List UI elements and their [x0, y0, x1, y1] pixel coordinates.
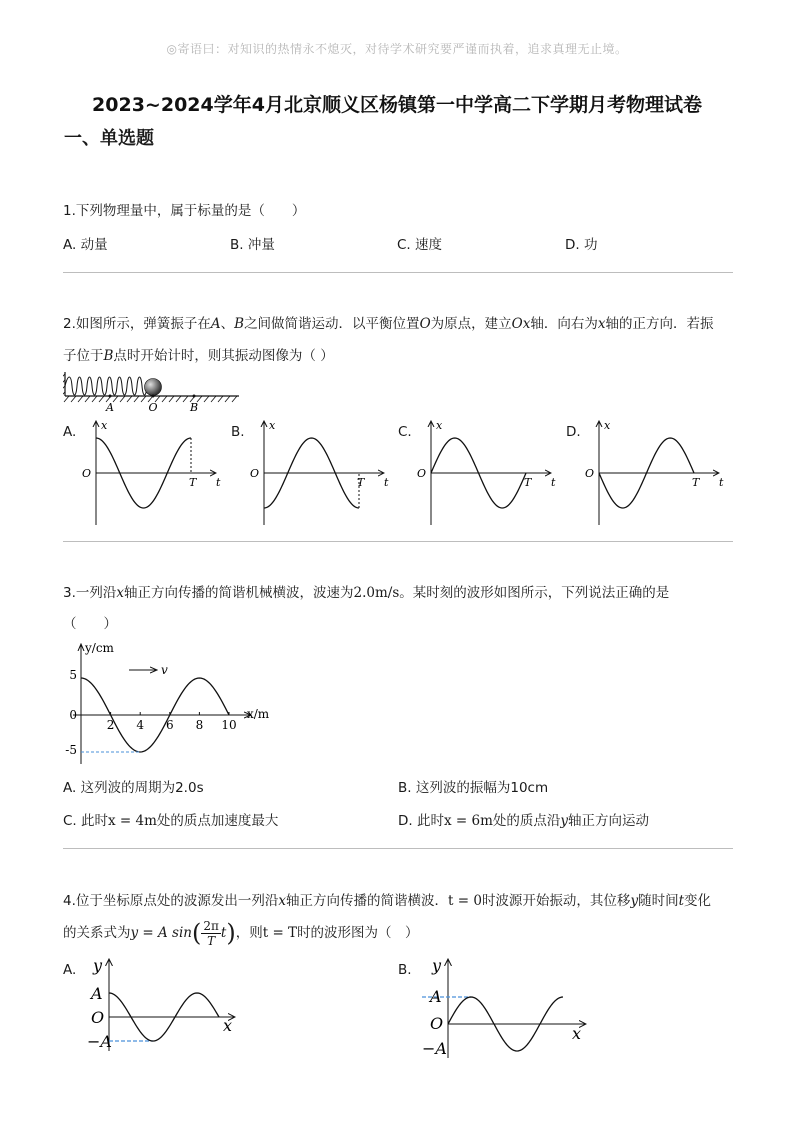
option-label: B. [398, 780, 412, 796]
q4-graph-a[interactable] [85, 955, 245, 1055]
ground-hatch [225, 396, 230, 402]
q1-option-d[interactable] [565, 233, 597, 253]
math: t = T [262, 925, 298, 941]
period-label: T [524, 476, 532, 489]
text: 轴．向右为 [530, 316, 598, 332]
axis-label-x: x [269, 419, 276, 432]
q3-wave-figure [63, 640, 283, 770]
q3-option-d[interactable] [398, 809, 649, 829]
math: y [630, 893, 639, 909]
text: 为原点，建立 [430, 316, 512, 332]
ground-hatch [92, 396, 97, 402]
axis-label-x: x [101, 419, 108, 432]
q3-option-c[interactable] [63, 809, 278, 829]
math: Ox [511, 316, 531, 332]
graph-label: y [93, 956, 103, 975]
graph-label: −A [87, 1032, 112, 1051]
divider [63, 272, 733, 273]
x-tick-label: 10 [221, 718, 237, 732]
x-tick-label: 6 [165, 718, 174, 732]
page-title: 2023~2024学年4月北京顺义区杨镇第一中学高二下学期月考物理试卷 [92, 94, 702, 116]
option-text: 速度 [415, 237, 443, 253]
q2-graph-b[interactable] [246, 415, 396, 530]
q4-option-b-label[interactable]: B. [398, 962, 412, 978]
graph-label: O [91, 1008, 105, 1027]
origin-label: O [417, 467, 427, 480]
option-label: B. [230, 237, 244, 253]
ground-hatch [71, 396, 76, 402]
math: x = 4m [108, 813, 157, 829]
q4-option-a-label[interactable]: A. [63, 962, 77, 978]
option-label: A. [63, 780, 77, 796]
text: 时波源开始振动，其位移 [481, 893, 631, 909]
math: x = 6m [443, 813, 493, 829]
q2-graph-c[interactable] [413, 415, 563, 530]
math: y [560, 813, 569, 829]
label-o: O [148, 401, 158, 414]
q1-stem: 1.下列物理量中，属于标量的是（ ） [63, 203, 306, 219]
label-a: A [106, 401, 114, 414]
text: 的关系式为 [63, 925, 131, 941]
q3-stem [63, 583, 743, 603]
fraction-numerator: 2π [203, 918, 219, 933]
math: x [116, 585, 125, 601]
text: 点时开始计时，则其振动图像为（ ） [113, 348, 334, 364]
option-text: 冲量 [247, 237, 275, 253]
option-text: 处的质点加速度最大 [156, 813, 279, 829]
ground-hatch [218, 396, 223, 402]
option-text: 此时 [416, 813, 444, 829]
graph-label: A [430, 987, 442, 1006]
ground-hatch [176, 396, 181, 402]
label-b: B [189, 401, 199, 414]
math: 2.0m/s [353, 585, 400, 601]
ground-hatch [64, 396, 69, 402]
math: A [210, 316, 221, 332]
ground-hatch [134, 396, 139, 402]
x-tick-label: 2 [106, 718, 115, 732]
velocity-label: v [161, 663, 168, 677]
ground-hatch [78, 396, 83, 402]
graph-label: O [430, 1014, 444, 1033]
q1-option-a[interactable] [63, 233, 108, 253]
math: B [234, 316, 245, 332]
ground-hatch [162, 396, 167, 402]
axis-label-t: t [384, 476, 389, 489]
q3-option-a[interactable] [63, 776, 204, 796]
q4-graph-b[interactable] [420, 955, 600, 1060]
option-text: 轴正方向运动 [568, 813, 650, 829]
y-tick: -5 [65, 743, 77, 757]
math: x [597, 316, 606, 332]
text: 之间做简谐运动．以平衡位置 [244, 316, 420, 332]
math: t = 0 [448, 893, 482, 909]
ground-hatch [232, 396, 237, 402]
y-tick: 5 [69, 668, 77, 682]
option-label: C. [63, 813, 77, 829]
text: 变化 [684, 893, 712, 909]
ground-hatch [169, 396, 174, 402]
y-tick: 0 [69, 708, 77, 722]
axis-label-x: x [604, 419, 611, 432]
axis-label-t: t [719, 476, 724, 489]
option-text: 这列波的周期为2.0s [80, 780, 204, 796]
option-text: 动量 [80, 237, 108, 253]
math: O [419, 316, 431, 332]
option-text: 这列波的振幅为10cm [415, 780, 549, 796]
fraction [201, 919, 221, 948]
text: 轴的正方向．若振 [605, 316, 714, 332]
origin-label: O [82, 467, 92, 480]
option-label: C. [397, 237, 411, 253]
text: 4.位于坐标原点处的波源发出一列沿 [63, 893, 279, 909]
ground-hatch [85, 396, 90, 402]
spring-oscillator-figure [63, 370, 243, 414]
q3-option-b[interactable] [398, 776, 548, 796]
option-label: D. [565, 237, 580, 253]
q2-option-a-label[interactable]: A. [63, 424, 77, 440]
q4-stem-line2 [63, 913, 743, 953]
divider [63, 848, 733, 849]
math: t [678, 893, 685, 909]
math: t [220, 925, 227, 941]
axis-label-x: x [436, 419, 443, 432]
q1-option-c[interactable] [397, 233, 442, 253]
math: y = A sin [130, 925, 193, 941]
text: 子位于 [63, 348, 104, 364]
q2-graph-a[interactable] [78, 415, 228, 530]
motto: ◎寄语曰：对知识的热情永不熄灭，对待学术研究要严谨而执着，追求真理无止境。 [166, 42, 628, 56]
graph-label: y [432, 956, 442, 975]
q2-stem-line2 [63, 346, 334, 366]
graph-label: A [91, 984, 103, 1003]
period-label: T [189, 476, 197, 489]
ground-hatch [127, 396, 132, 402]
ground-hatch [120, 396, 125, 402]
text: 时的波形图为（ ） [297, 925, 419, 941]
ground-hatch [183, 396, 188, 402]
text: 轴正方向传播的简谐横波． [286, 893, 449, 909]
graph-label: x [223, 1016, 233, 1035]
text: 轴正方向传播的简谐机械横波，波速为 [124, 585, 354, 601]
x-tick-label: 8 [195, 718, 204, 732]
text: ，则 [235, 925, 263, 941]
paren-close: ) [226, 919, 236, 947]
ball-icon [145, 379, 162, 396]
q2-graph-d[interactable] [581, 415, 731, 530]
option-text: 处的质点沿 [492, 813, 561, 829]
graph-label: −A [422, 1039, 447, 1058]
x-axis-label: x/m [247, 707, 270, 721]
q2-option-c-label[interactable]: C. [398, 424, 412, 440]
math: B [103, 348, 114, 364]
x-tick-label: 4 [136, 718, 145, 732]
ground-hatch [211, 396, 216, 402]
text: 、 [220, 316, 235, 332]
q1-option-b[interactable] [230, 233, 275, 253]
option-text: 功 [583, 237, 598, 253]
y-axis-label: y/cm [85, 641, 114, 655]
axis-label-t: t [551, 476, 556, 489]
q3-paren: （ ） [63, 616, 117, 632]
ground-hatch [204, 396, 209, 402]
math: x [278, 893, 287, 909]
axis-label-t: t [216, 476, 221, 489]
paren-open: ( [192, 919, 202, 947]
section-heading: 一、单选题 [64, 128, 154, 149]
period-label: T [357, 476, 365, 489]
text: 随时间 [638, 893, 679, 909]
origin-label: O [250, 467, 260, 480]
text: 。某时刻的波形如图所示，下列说法正确的是 [399, 585, 670, 601]
text: 3.一列沿 [63, 585, 117, 601]
fraction-denominator: T [207, 933, 216, 948]
graph-label: x [572, 1024, 582, 1043]
divider [63, 541, 733, 542]
q2-option-b-label[interactable]: B. [231, 424, 245, 440]
q2-option-d-label[interactable]: D. [566, 424, 581, 440]
ground-hatch [99, 396, 104, 402]
q2-stem-line1 [63, 314, 743, 334]
origin-label: O [585, 467, 595, 480]
text: 2.如图所示，弹簧振子在 [63, 316, 211, 332]
q4-stem-line1 [63, 891, 743, 911]
option-label: A. [63, 237, 77, 253]
option-text: 此时 [81, 813, 109, 829]
option-label: D. [398, 813, 413, 829]
ground-hatch [141, 396, 146, 402]
period-label: T [692, 476, 700, 489]
